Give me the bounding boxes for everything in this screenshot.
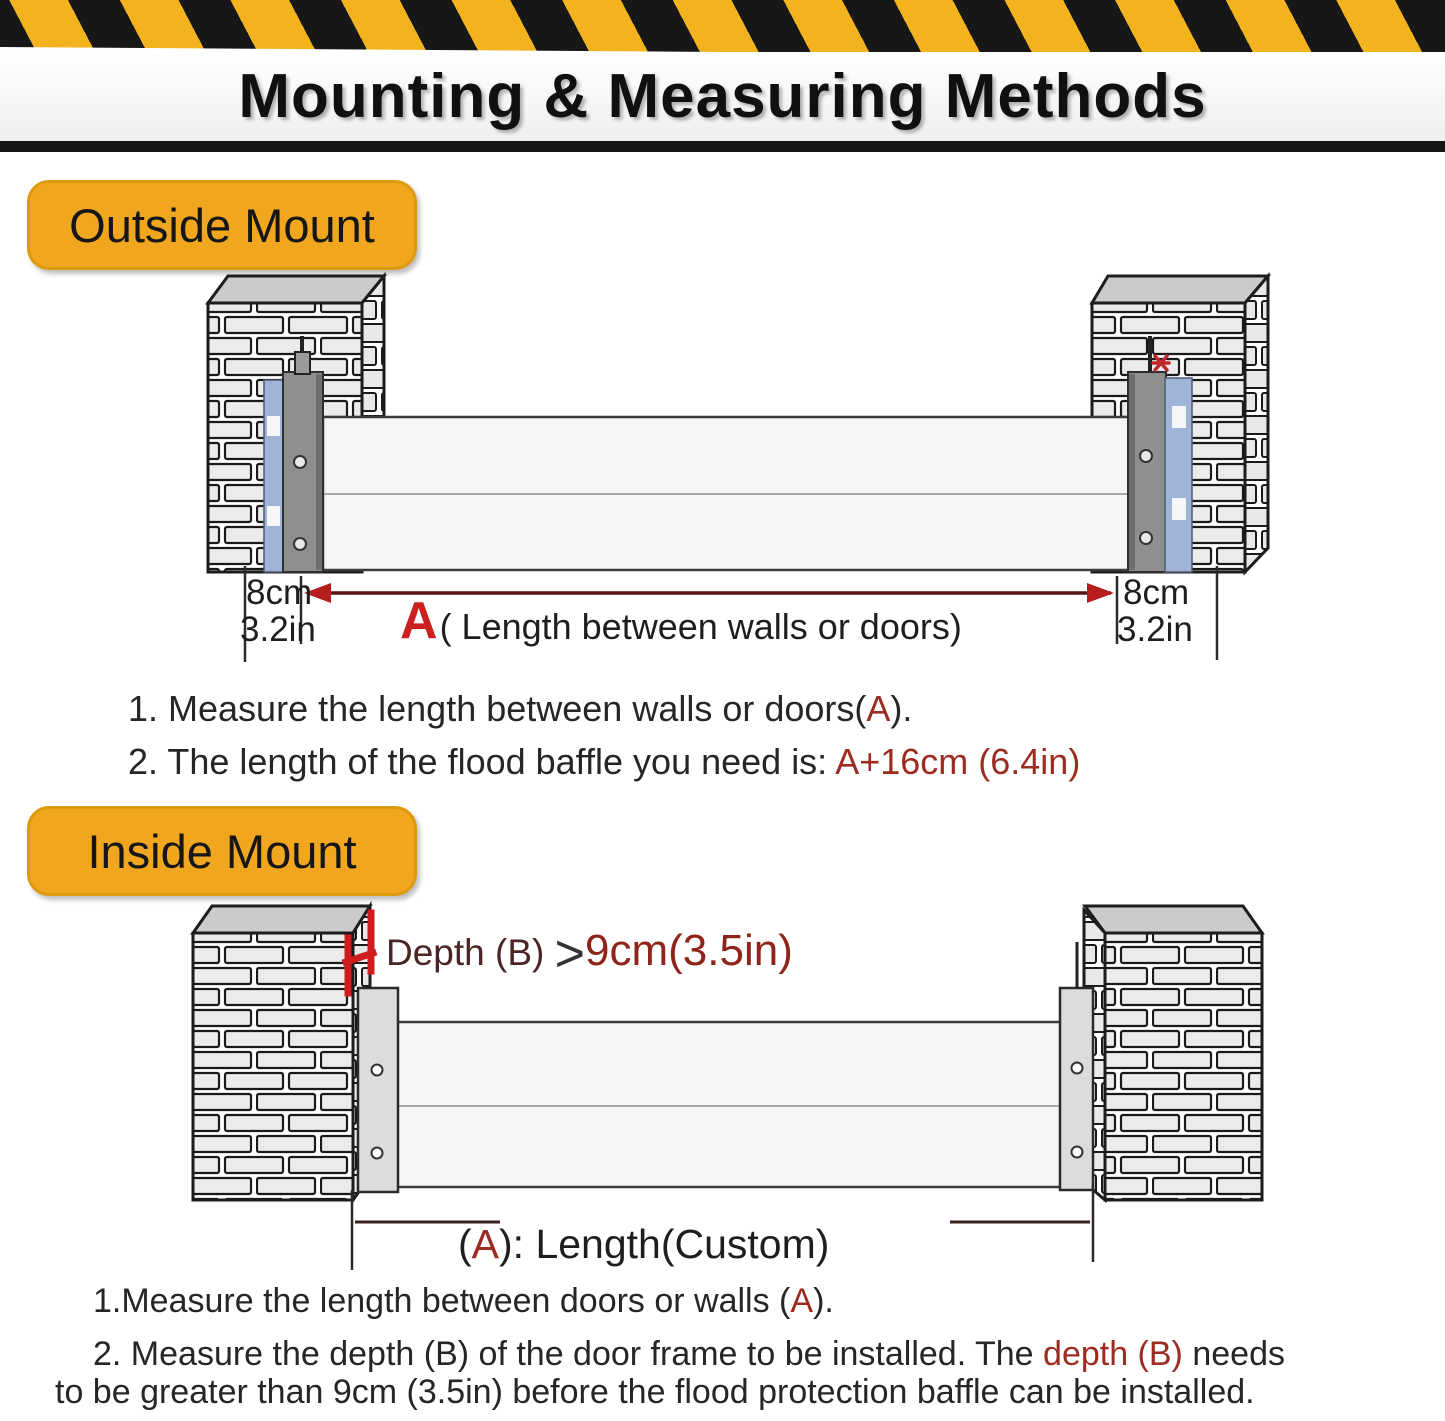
outside-mount-badge-label: Outside Mount [69, 198, 375, 252]
depth-requirement-label [386, 925, 793, 983]
inside-mount-badge-label: Inside Mount [87, 824, 357, 878]
custom-length-label: (A): Length(Custom) [458, 1221, 830, 1267]
left-channel-bracket-2 [358, 988, 398, 1192]
greater-than-sign: > [554, 925, 585, 983]
left-seal-strip [264, 380, 283, 572]
depth-label-value: 9cm(3.5in) [585, 926, 793, 975]
flood-barrier-panels [323, 417, 1129, 570]
right-seal-strip [1165, 378, 1192, 572]
inside-step-3: to be greater than 9cm (3.5in) before the flood protection baffle can be installed. [55, 1373, 1255, 1411]
flood-barrier-panels-2 [397, 1022, 1062, 1187]
dim-right-in: 3.2in [1117, 610, 1193, 649]
length-label-text: ( Length between walls or doors) [439, 606, 962, 647]
dim-right-cm: 8cm [1123, 573, 1190, 612]
right-channel-bracket-2 [1060, 988, 1093, 1190]
right-brick-pillar-2 [1084, 906, 1262, 1200]
outside-mount-steps [128, 688, 1081, 797]
outside-step-1: 1. Measure the length between walls or doors(A). [128, 688, 913, 729]
right-channel-bracket [1128, 372, 1166, 572]
dim-left-in: 3.2in [240, 610, 316, 649]
left-brick-pillar-2 [193, 906, 370, 1200]
inside-step-2: 2. Measure the depth (B) of the door frame to be installed. The depth (B) needs [93, 1335, 1285, 1373]
length-between-walls-label [400, 592, 962, 650]
outside-step-2: 2. The length of the flood baffle you need is: A+16cm (6.4in) [128, 741, 1081, 782]
depth-label-name: Depth (B) [386, 932, 555, 973]
page-title: Mounting & Measuring Methods [238, 62, 1207, 131]
left-channel-bracket [283, 372, 323, 572]
length-accent-a: A [400, 592, 438, 650]
inside-step-1: 1.Measure the length between doors or walls (A). [93, 1282, 834, 1320]
dim-left-cm: 8cm [246, 573, 313, 612]
